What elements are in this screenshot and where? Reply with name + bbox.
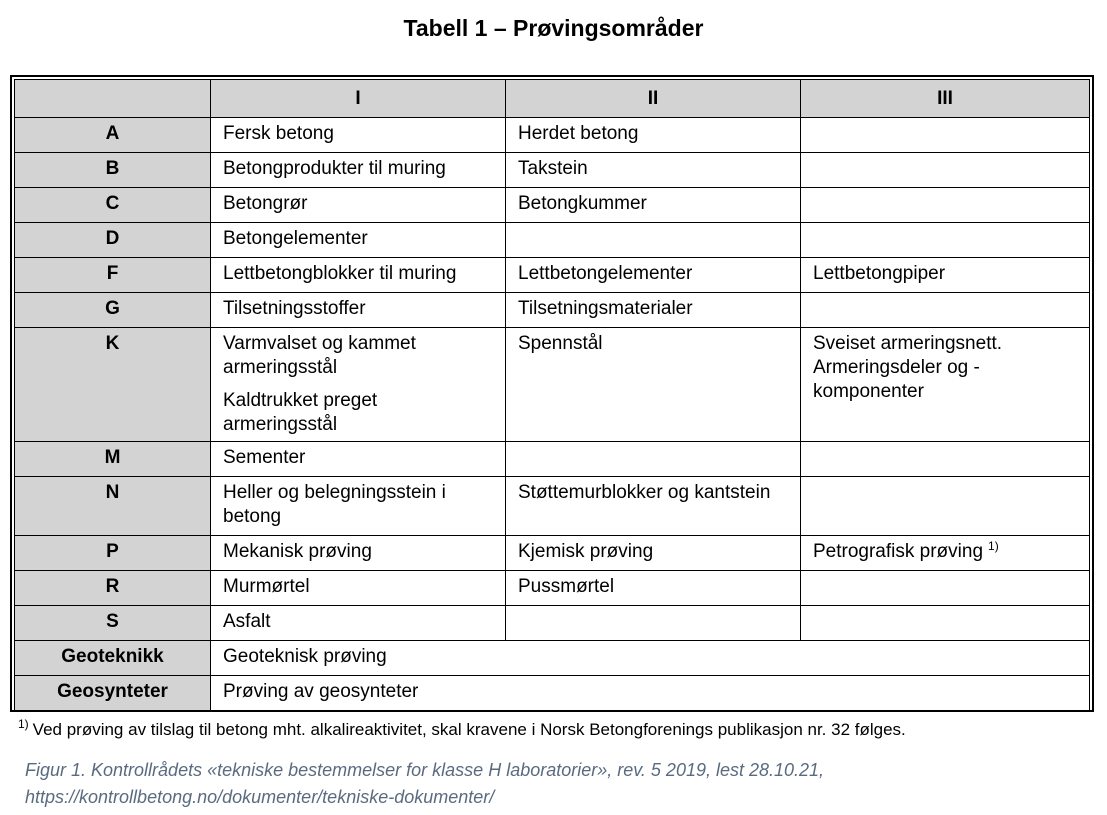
column-i-cell — [211, 223, 506, 258]
column-i-cell — [211, 571, 506, 606]
row-code-cell: N — [15, 477, 211, 536]
column-i-text: Asfalt — [223, 611, 271, 632]
footnote-reference: 1) — [988, 538, 999, 553]
column-iii-cell — [801, 477, 1090, 536]
column-header-ii: II — [506, 80, 801, 118]
row-code-cell: Geosynteter — [15, 676, 211, 711]
row-code-cell: M — [15, 442, 211, 477]
spanning-cell: Geoteknisk prøving — [211, 641, 1090, 676]
column-i-cell — [211, 258, 506, 293]
column-i-cell — [211, 536, 506, 571]
table-row — [15, 293, 1090, 328]
column-i-cell — [211, 188, 506, 223]
column-i-text: Fersk betong — [223, 123, 334, 144]
column-iii-cell — [801, 328, 1090, 442]
test-areas-table — [14, 79, 1090, 711]
caption-line-1: Figur 1. Kontrollrådets «tekniske bestemmelser for klasse H laboratorier», rev. 5 2019, lest 28.10.21, — [25, 760, 825, 780]
spanning-cell: Prøving av geosynteter — [211, 676, 1090, 711]
column-i-cell — [211, 442, 506, 477]
test-areas-table-frame — [10, 75, 1094, 712]
column-ii-cell: Betongkummer — [506, 188, 801, 223]
column-ii-cell — [506, 606, 801, 641]
column-i-cell — [211, 153, 506, 188]
column-iii-text: Lettbetongpiper — [813, 263, 946, 284]
column-i-text: Betongelementer — [223, 228, 368, 249]
column-iii-cell — [801, 118, 1090, 153]
table-row-spanning — [15, 676, 1090, 711]
table-row — [15, 328, 1090, 442]
column-i-text: Mekanisk prøving — [223, 541, 372, 562]
footnote — [18, 719, 906, 741]
row-code-cell: P — [15, 536, 211, 571]
column-i-text: Heller og belegningsstein i betong — [223, 482, 446, 527]
column-ii-cell — [506, 223, 801, 258]
column-i-cell — [211, 293, 506, 328]
figure-caption — [25, 757, 1085, 811]
column-i-cell — [211, 328, 506, 442]
footnote-text: Ved prøving av tilslag til betong mht. alkalireaktivitet, skal kravene i Norsk Betongforenings publikasjon nr. 32 følges. — [32, 720, 906, 739]
row-code-cell: Geoteknikk — [15, 641, 211, 676]
table-row-spanning — [15, 641, 1090, 676]
column-i-text: Tilsetningsstoffer — [223, 298, 366, 319]
row-code-cell: A — [15, 118, 211, 153]
table-header-row — [15, 80, 1090, 118]
column-ii-cell: Takstein — [506, 153, 801, 188]
column-i-text: Varmvalset og kammet armeringsstål — [223, 333, 416, 378]
row-code-cell: B — [15, 153, 211, 188]
column-header-empty — [15, 80, 211, 118]
table-row — [15, 477, 1090, 536]
column-i-text: Murmørtel — [223, 576, 310, 597]
column-i-cell — [211, 118, 506, 153]
table-row — [15, 442, 1090, 477]
column-iii-text: Sveiset armeringsnett. Armeringsdeler og -komponenter — [813, 333, 1003, 402]
caption-line-2: https://kontrollbetong.no/dokumenter/tekniske-dokumenter/ — [25, 787, 495, 807]
table-row — [15, 223, 1090, 258]
table-row — [15, 188, 1090, 223]
row-code-cell: D — [15, 223, 211, 258]
table-row — [15, 118, 1090, 153]
column-iii-cell — [801, 536, 1090, 571]
row-code-cell: F — [15, 258, 211, 293]
column-ii-cell: Herdet betong — [506, 118, 801, 153]
column-iii-cell — [801, 258, 1090, 293]
footnote-mark: 1) — [18, 717, 29, 732]
row-code-cell: G — [15, 293, 211, 328]
column-iii-cell — [801, 571, 1090, 606]
column-ii-cell: Støttemurblokker og kantstein — [506, 477, 801, 536]
column-i-text: Sementer — [223, 447, 306, 468]
column-iii-cell — [801, 153, 1090, 188]
column-iii-cell — [801, 293, 1090, 328]
column-ii-cell — [506, 442, 801, 477]
column-i-text: Betongprodukter til muring — [223, 158, 446, 179]
table-row — [15, 258, 1090, 293]
column-i-text: Kaldtrukket preget armeringsstål — [223, 390, 378, 435]
column-iii-cell — [801, 223, 1090, 258]
column-i-text: Lettbetongblokker til muring — [223, 263, 457, 284]
column-iii-cell — [801, 606, 1090, 641]
column-iii-text: Petrografisk prøving — [813, 541, 984, 562]
column-ii-cell: Spennstål — [506, 328, 801, 442]
column-i-cell — [211, 606, 506, 641]
column-ii-cell: Pussmørtel — [506, 571, 801, 606]
column-iii-cell — [801, 188, 1090, 223]
row-code-cell: K — [15, 328, 211, 442]
row-code-cell: C — [15, 188, 211, 223]
column-i-text: Betongrør — [223, 193, 308, 214]
table-row — [15, 606, 1090, 641]
table-row — [15, 153, 1090, 188]
row-code-cell: R — [15, 571, 211, 606]
table-title: Tabell 1 – Prøvingsområder — [403, 15, 704, 41]
column-ii-cell: Lettbetongelementer — [506, 258, 801, 293]
column-header-iii: III — [801, 80, 1090, 118]
column-header-i: I — [211, 80, 506, 118]
column-iii-cell — [801, 442, 1090, 477]
column-ii-cell: Tilsetningsmaterialer — [506, 293, 801, 328]
column-i-cell — [211, 477, 506, 536]
row-code-cell: S — [15, 606, 211, 641]
table-row — [15, 536, 1090, 571]
table-body — [15, 118, 1090, 711]
column-ii-cell: Kjemisk prøving — [506, 536, 801, 571]
table-row — [15, 571, 1090, 606]
